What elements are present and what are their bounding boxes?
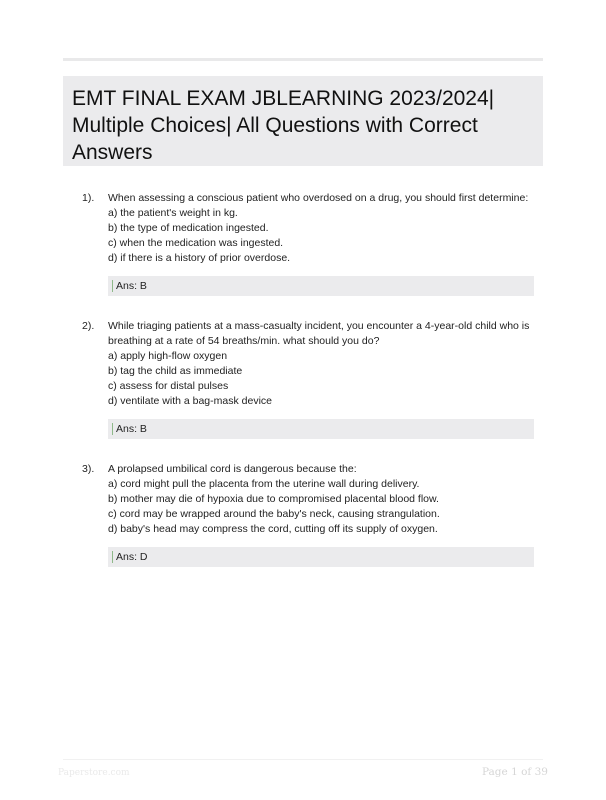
footer-divider <box>63 759 543 760</box>
question-text: When assessing a conscious patient who overdosed on a drug, you should first determine: <box>108 192 529 204</box>
answer-accent-bar <box>112 423 113 435</box>
option-c: c) when the medication was ingested. <box>108 237 284 249</box>
option-b: b) tag the child as immediate <box>108 365 243 377</box>
option-a: a) the patient's weight in kg. <box>108 207 238 219</box>
option-a: a) cord might pull the placenta from the uterine wall during delivery. <box>108 478 420 490</box>
option-d: d) baby's head may compress the cord, cutting off its supply of oxygen. <box>108 523 438 535</box>
question-body <box>108 191 538 266</box>
option-d: d) ventilate with a bag-mask device <box>108 395 272 407</box>
question-number: 3). <box>82 463 95 475</box>
option-b: b) the type of medication ingested. <box>108 222 269 234</box>
question-number: 2). <box>82 320 95 332</box>
answer-text: Ans: B <box>116 280 147 292</box>
option-c: c) assess for distal pulses <box>108 380 229 392</box>
document-title: EMT FINAL EXAM JBLEARNING 2023/2024| Multiple Choices| All Questions with Correct Answers <box>72 87 495 164</box>
answer-accent-bar <box>112 551 113 563</box>
footer-watermark: Paperstore.com <box>58 768 130 778</box>
question-body <box>108 319 538 409</box>
page-number: Page 1 of 39 <box>481 766 548 778</box>
option-b: b) mother may die of hypoxia due to compromised placental blood flow. <box>108 493 439 505</box>
top-divider <box>63 58 543 61</box>
option-a: a) apply high-flow oxygen <box>108 350 228 362</box>
option-d: d) if there is a history of prior overdose. <box>108 252 291 264</box>
answer-accent-bar <box>112 280 113 292</box>
answer-box-1 <box>108 276 534 296</box>
answer-text: Ans: D <box>116 551 148 563</box>
answer-box-2 <box>108 419 534 439</box>
answer-box-3 <box>108 547 534 567</box>
option-c: c) cord may be wrapped around the baby's neck, causing strangulation. <box>108 508 440 520</box>
question-text: While triaging patients at a mass-casualty incident, you encounter a 4-year-old child who is breathing at a rate of 54 breaths/min. what should you do? <box>108 320 530 347</box>
question-number: 1). <box>82 192 95 204</box>
answer-text: Ans: B <box>116 423 147 435</box>
question-body <box>108 462 538 537</box>
question-text: A prolapsed umbilical cord is dangerous because the: <box>108 463 357 475</box>
title-banner <box>63 76 543 166</box>
